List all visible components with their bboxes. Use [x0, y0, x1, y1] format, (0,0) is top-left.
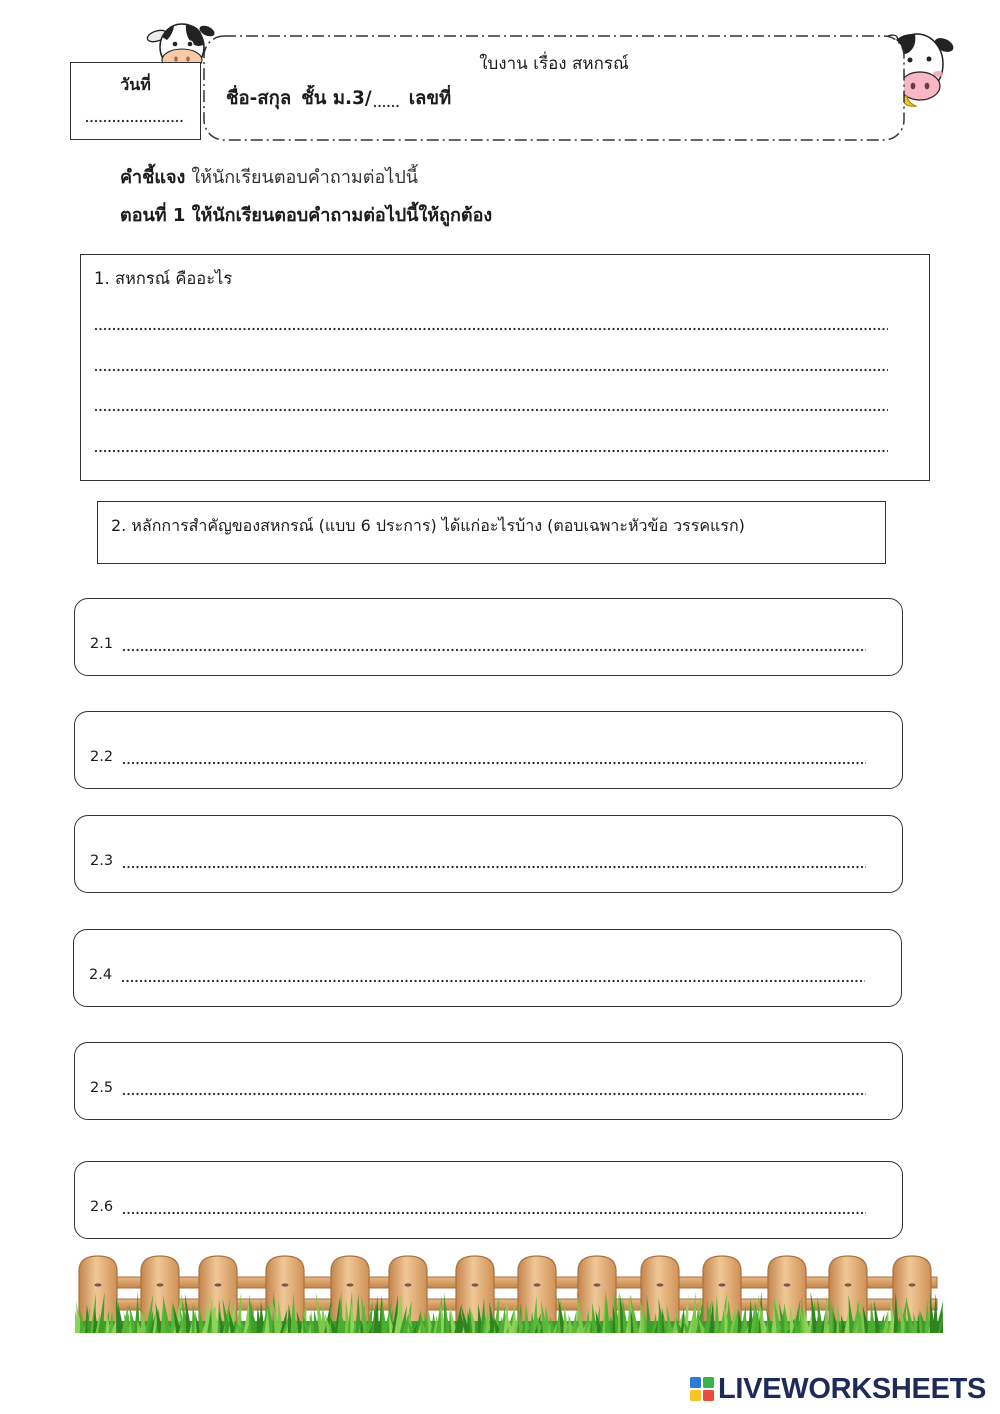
fence-knot [909, 1283, 916, 1286]
answer-field[interactable] [122, 1092, 866, 1096]
liveworksheets-logo-text: LIVEWORKSHEETS [718, 1373, 987, 1405]
cow-eye [188, 42, 193, 47]
cow-nostril [925, 83, 930, 90]
logo-tile-blue [690, 1377, 701, 1388]
student-info-row [226, 85, 886, 113]
answer-box-2-6 [74, 1161, 903, 1239]
question-2-box [97, 501, 886, 564]
logo-tile-yellow [690, 1390, 701, 1401]
answer-field[interactable] [122, 865, 866, 869]
liveworksheets-logo[interactable] [690, 1372, 994, 1406]
answer-line[interactable] [94, 408, 888, 412]
instructions-text: ให้นักเรียนตอบคำถามต่อไปนี้ [191, 167, 419, 188]
fence-picket [893, 1256, 931, 1327]
cow-nostril [911, 83, 916, 90]
answer-box-2-5 [74, 1042, 903, 1120]
cow-nostril [174, 56, 178, 61]
answer-box-2-4 [73, 929, 902, 1007]
part-heading: ตอนที่ 1 ให้นักเรียนตอบคำถามต่อไปนี้ให้ถูกต้อง [120, 205, 493, 226]
fence-knot [657, 1283, 664, 1286]
header-box [203, 35, 905, 141]
question-1-text: 1. สหกรณ์ คืออะไร [94, 269, 233, 288]
question-1-box [80, 254, 930, 481]
answer-label: 2.2 [90, 749, 114, 765]
answer-field[interactable] [122, 761, 866, 765]
fence-knot [157, 1283, 164, 1286]
fence-knot [282, 1283, 289, 1286]
logo-tile-red [703, 1390, 714, 1401]
answer-label: 2.5 [90, 1080, 114, 1096]
fence-knot [95, 1283, 102, 1286]
fence-knot [784, 1283, 791, 1286]
fence-knot [472, 1283, 479, 1286]
answer-label: 2.1 [90, 636, 114, 652]
answer-box-2-2 [74, 711, 903, 789]
date-field[interactable] [85, 119, 185, 123]
answer-line[interactable] [94, 449, 888, 453]
cow-eye [173, 42, 178, 47]
logo-tile-green [703, 1377, 714, 1388]
fence-knot [594, 1283, 601, 1286]
cow-nostril [186, 56, 190, 61]
fence-picket [199, 1256, 237, 1327]
fence-knot [405, 1283, 412, 1286]
fence-knot [534, 1283, 541, 1286]
answer-line[interactable] [94, 368, 888, 372]
answer-label: 2.6 [90, 1199, 114, 1215]
fence-grass-illustration [75, 1247, 943, 1333]
instructions-heading: คำชี้แจง [120, 167, 186, 188]
name-label: ชื่อ-สกุล [226, 88, 292, 109]
liveworksheets-logo-icon [690, 1377, 714, 1401]
date-label: วันที่ [120, 75, 151, 94]
fence-knot [215, 1283, 222, 1286]
class-number-field[interactable] [373, 104, 401, 108]
worksheet-title: ใบงาน เรื่อง สหกรณ์ [479, 54, 629, 74]
answer-label: 2.4 [89, 967, 113, 983]
student-number-label: เลขที่ [408, 88, 452, 109]
answer-box-2-3 [74, 815, 903, 893]
fence-knot [845, 1283, 852, 1286]
instructions [120, 162, 720, 191]
cow-eye [927, 57, 932, 62]
question-2-text: 2. หลักการสำคัญของสหกรณ์ (แบบ 6 ประการ) ได้แก่อะไรบ้าง (ตอบเฉพาะหัวข้อ วรรคแรก) [111, 516, 745, 535]
answer-label: 2.3 [90, 853, 114, 869]
date-box [70, 62, 201, 140]
answer-field[interactable] [122, 1211, 866, 1215]
answer-box-2-1 [74, 598, 903, 676]
answer-line[interactable] [94, 327, 888, 331]
cow-eye [908, 58, 913, 63]
fence-knot [347, 1283, 354, 1286]
class-label: ชั้น ม.3/ [301, 88, 372, 109]
fence-knot [719, 1283, 726, 1286]
answer-field[interactable] [121, 979, 865, 983]
answer-field[interactable] [122, 648, 866, 652]
